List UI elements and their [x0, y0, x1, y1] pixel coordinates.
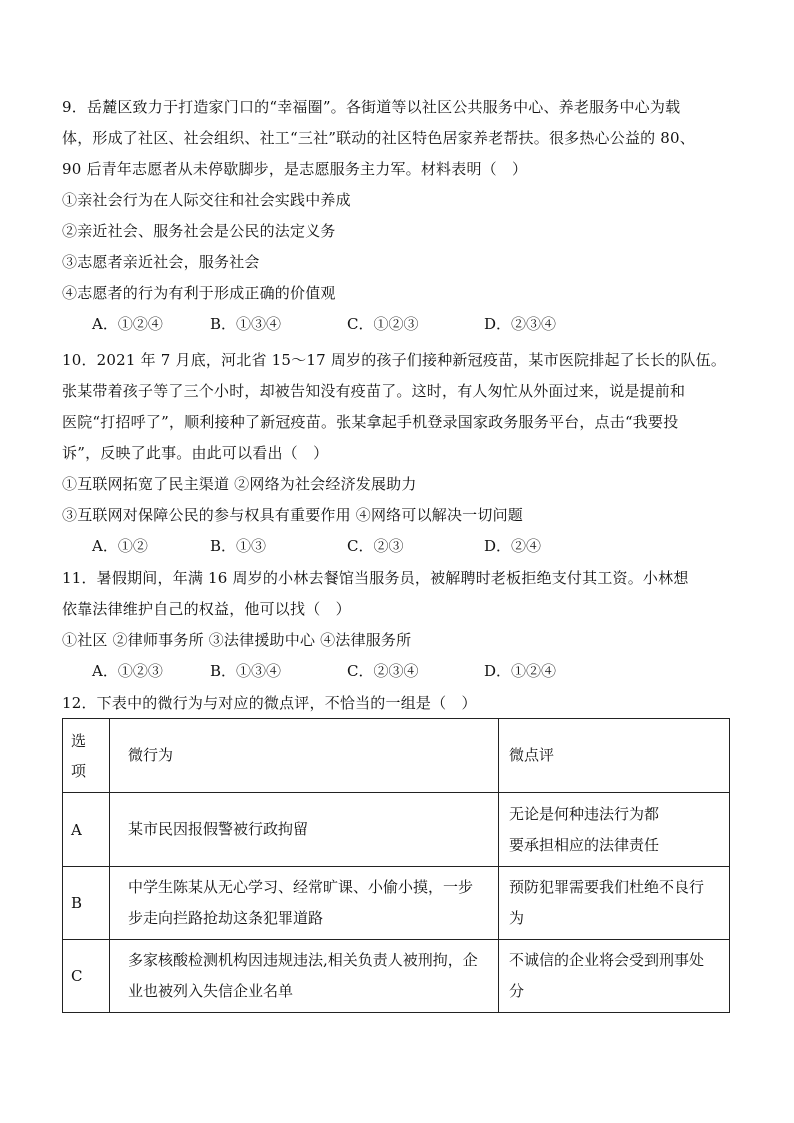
header-behavior: 微行为	[110, 719, 499, 793]
question-11-stem-line: 依靠法律维护自己的权益，他可以找（ ）	[62, 600, 351, 618]
option-d: D．②④	[484, 537, 542, 555]
question-9-statement: ②亲近社会、服务社会是公民的法定义务	[62, 222, 336, 240]
option-a: A．①②③	[92, 662, 163, 680]
table-row	[63, 940, 730, 1013]
row-comment: 预防犯罪需要我们杜绝不良行 为	[499, 867, 730, 940]
option-c: C．②③	[347, 537, 404, 555]
question-10-stem-line: 张某带着孩子等了三个小时，却被告知没有疫苗了。这时，有人匆忙从外面过来，说是提前和	[62, 382, 686, 400]
question-12	[62, 688, 742, 719]
header-comment: 微点评	[499, 719, 730, 793]
question-10-options	[62, 531, 742, 562]
question-10-statement: ①互联网拓宽了民主渠道 ②网络为社会经济发展助力	[62, 475, 417, 493]
option-d: D．①②④	[484, 662, 557, 680]
question-9-statement: ④志愿者的行为有利于形成正确的价值观	[62, 284, 336, 302]
question-11-statement: ①社区 ②律师事务所 ③法律援助中心 ④法律服务所	[62, 631, 412, 649]
row-behavior: 某市民因报假警被行政拘留	[110, 793, 499, 867]
question-11-options	[62, 656, 742, 687]
row-option: B	[63, 867, 110, 940]
question-9-statement: ③志愿者亲近社会，服务社会	[62, 253, 260, 271]
question-12-stem-line: 12．下表中的微行为与对应的微点评，不恰当的一组是（ ）	[62, 694, 477, 712]
question-10-statement: ③互联网对保障公民的参与权具有重要作用 ④网络可以解决一切问题	[62, 506, 523, 524]
row-behavior: 中学生陈某从无心学习、经常旷课、小偷小摸，一步 步走向拦路抢劫这条犯罪道路	[110, 867, 499, 940]
question-9-statement: ①亲社会行为在人际交往和社会实践中养成	[62, 191, 351, 209]
table-row	[63, 793, 730, 867]
question-10-stem-line: 10．2021 年 7 月底，河北省 15～17 周岁的孩子们接种新冠疫苗，某市医院排起了长长的队伍。	[62, 351, 727, 369]
option-a: A．①②	[92, 537, 148, 555]
row-comment: 无论是何种违法行为都 要承担相应的法律责任	[499, 793, 730, 867]
row-behavior: 多家核酸检测机构因违规违法,相关负责人被刑拘，企 业也被列入失信企业名单	[110, 940, 499, 1013]
question-9-stem-line: 90 后青年志愿者从未停歇脚步，是志愿服务主力军。材料表明（ ）	[62, 160, 528, 178]
option-b: B．①③④	[210, 315, 282, 333]
question-9-options	[62, 309, 742, 340]
table-header-row	[63, 719, 730, 793]
option-d: D．②③④	[484, 315, 557, 333]
question-11-stem-line: 11．暑假期间，年满 16 周岁的小林去餐馆当服务员，被解聘时老板拒绝支付其工资。小林想	[62, 569, 689, 587]
row-option: A	[63, 793, 110, 867]
header-option: 选 项	[63, 719, 110, 793]
table-row	[63, 867, 730, 940]
option-b: B．①③④	[210, 662, 282, 680]
option-a: A．①②④	[92, 315, 163, 333]
question-11	[62, 563, 742, 687]
question-12-table	[62, 718, 730, 1013]
row-option: C	[63, 940, 110, 1013]
question-9-stem-line: 体，形成了社区、社会组织、社工“三社”联动的社区特色居家养老帮扶。很多热心公益的 80、	[62, 129, 695, 147]
option-c: C．②③④	[347, 662, 419, 680]
row-comment: 不诚信的企业将会受到刑事处 分	[499, 940, 730, 1013]
question-9-stem-line: 9．岳麓区致力于打造家门口的“幸福圈”。各街道等以社区公共服务中心、养老服务中心为载	[62, 98, 681, 116]
option-c: C．①②③	[347, 315, 419, 333]
question-10-stem-line: 医院“打招呼了”，顺利接种了新冠疫苗。张某拿起手机登录国家政务服务平台，点击“我要投	[62, 413, 679, 431]
option-b: B．①③	[210, 537, 267, 555]
question-10-stem-line: 诉”，反映了此事。由此可以看出（ ）	[62, 444, 329, 462]
question-10	[62, 345, 742, 562]
question-9	[62, 92, 742, 340]
